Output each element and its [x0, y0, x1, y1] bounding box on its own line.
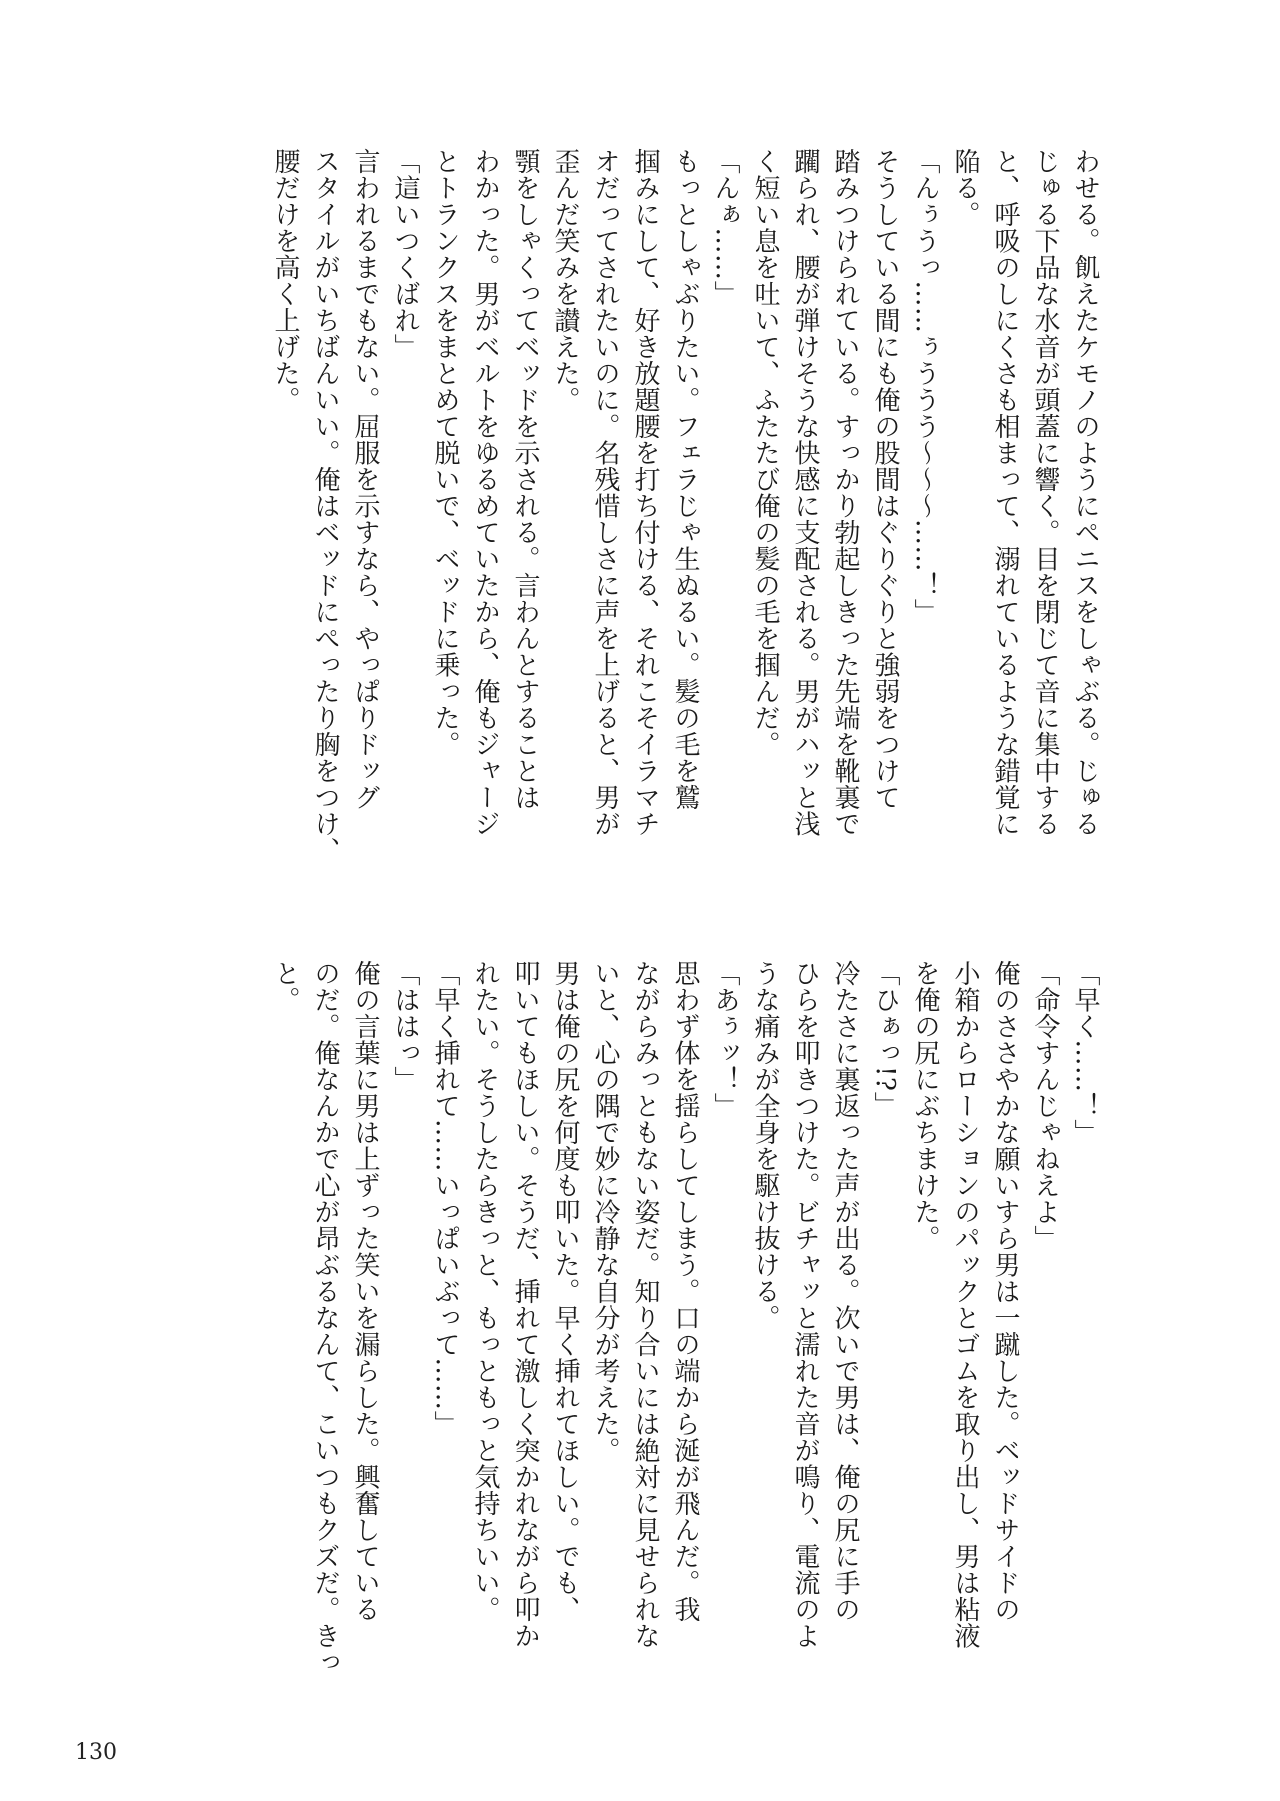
- text-line: ひらを叩きつけた。ビチャッと濡れた音が鳴り、電流のよ: [790, 960, 820, 1649]
- text-line: 「んぅうっ……ぅううう〜〜〜……！」: [910, 148, 940, 625]
- page-number: 130: [75, 1740, 117, 1765]
- text-line: 俺の言葉に男は上ずった笑いを漏らした。興奮している: [350, 960, 380, 1623]
- text-line: 腰だけを高く上げた。: [270, 148, 300, 413]
- text-line: わせる。飢えたケモノのようにペニスをしゃぶる。じゅる: [1070, 148, 1100, 837]
- text-line: じゅる下品な水音が頭蓋に響く。目を閉じて音に集中する: [1030, 148, 1060, 837]
- text-line: 「あぅッ！」: [710, 960, 740, 1119]
- text-line: わかった。男がベルトをゆるめていたから、俺もジャージ: [470, 148, 500, 837]
- text-line: 顎をしゃくってベッドを示される。言わんとすることは: [510, 148, 540, 811]
- text-line: 叩いてもほしい。そうだ、挿れて激しく突かれながら叩か: [510, 960, 540, 1649]
- text-line: 踏みつけられている。すっかり勃起しきった先端を靴裏で: [830, 148, 860, 837]
- text-line: のだ。俺なんかで心が昂ぶるなんて、こいつもクズだ。きっ: [310, 960, 340, 1676]
- text-line: 言われるまでもない。屈服を示すなら、やっぱりドッグ: [350, 148, 380, 811]
- text-line: 冷たさに裏返った声が出る。次いで男は、俺の尻に手の: [830, 960, 860, 1623]
- text-line: 「ははっ」: [390, 960, 420, 1093]
- text-line: 男は俺の尻を何度も叩いた。早く挿れてほしい。でも、: [550, 960, 580, 1623]
- text-line: ながらみっともない姿だ。知り合いには絶対に見せられな: [630, 960, 660, 1649]
- text-line: と。: [270, 960, 300, 1013]
- text-line: スタイルがいちばんいい。俺はベッドにぺったり胸をつけ、: [310, 148, 340, 864]
- text-line: を俺の尻にぶちまけた。: [910, 960, 940, 1252]
- text-line: 陥る。: [950, 148, 980, 228]
- text-line: 躙られ、腰が弾けそうな快感に支配される。男がハッと浅: [790, 148, 820, 837]
- text-line: 「這いつくばれ」: [390, 148, 420, 360]
- text-line: うな痛みが全身を駆け抜ける。: [750, 960, 780, 1331]
- text-line: 掴みにして、好き放題腰を打ち付ける、それこそイラマチ: [630, 148, 660, 837]
- text-line: 「命令すんじゃねえよ」: [1030, 960, 1060, 1252]
- text-line: 歪んだ笑みを讃えた。: [550, 148, 580, 413]
- text-block-bottom: [260, 960, 1100, 1695]
- text-line: いと、心の隅で妙に冷静な自分が考えた。: [590, 960, 620, 1464]
- text-line: く短い息を吐いて、ふたたび俺の髪の毛を掴んだ。: [750, 148, 780, 758]
- text-block-top: [260, 148, 1100, 893]
- text-line: 「ひぁっ!?」: [870, 960, 900, 1118]
- text-line: と、呼吸のしにくさも相まって、溺れているような錯覚に: [990, 148, 1020, 837]
- text-line: 思わず体を揺らしてしまう。口の端から涎が飛んだ。我: [670, 960, 700, 1623]
- text-line: 「んぁ……」: [710, 148, 740, 307]
- text-line: 「早く挿れて……いっぱいぶって……」: [430, 960, 460, 1437]
- text-line: そうしている間にも俺の股間はぐりぐりと強弱をつけて: [870, 148, 900, 811]
- text-line: オだってされたいのに。名残惜しさに声を上げると、男が: [590, 148, 620, 837]
- text-line: 俺のささやかな願いすら男は一蹴した。ベッドサイドの: [990, 960, 1020, 1623]
- text-line: 小箱からローションのパックとゴムを取り出し、男は粘液: [950, 960, 980, 1649]
- text-line: とトランクスをまとめて脱いで、ベッドに乗った。: [430, 148, 460, 758]
- text-line: 「早く……！」: [1070, 960, 1100, 1146]
- text-line: れたい。そうしたらきっと、もっともっと気持ちいい。: [470, 960, 500, 1623]
- text-line: もっとしゃぶりたい。フェラじゃ生ぬるい。髪の毛を鷲: [670, 148, 700, 811]
